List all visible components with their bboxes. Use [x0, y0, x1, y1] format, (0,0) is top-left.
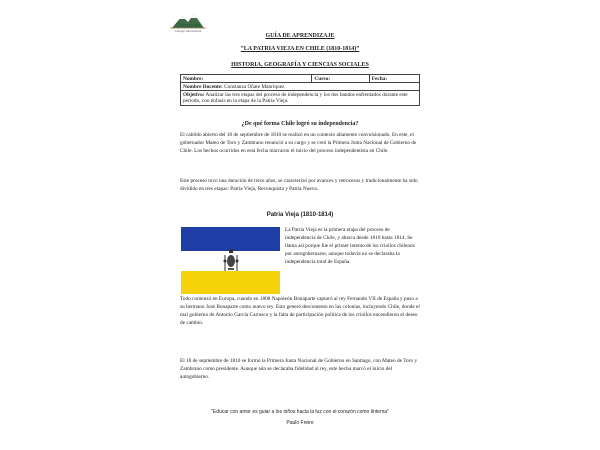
guide-title: GUÍA DE APRENDIZAJE	[265, 33, 335, 39]
logo-name: Chomonte	[175, 23, 201, 29]
footer-quote: “Educar con amor es guiar a los niños hacia la luz con el corazón como linterna”	[211, 409, 389, 415]
guide-subject: HISTORIA, GEOGRAFÍA Y CIENCIAS SOCIALES	[231, 62, 369, 68]
paragraph-4: El 18 de septiembre de 1810 se formó la Primera Junta Nacional de Gobierno en Santiago, con Mateo de Toro y Zambrano como presidente. Aunque aún se declaraba fidelidad al rey, este hecho marcó el inicio del autogobierno.	[180, 358, 418, 381]
coat-of-arms-icon	[221, 247, 241, 273]
nombre-cell: Nombre:	[181, 75, 312, 83]
objetivo-label: Objetivo:	[183, 91, 205, 98]
table-row	[181, 91, 420, 105]
info-table	[180, 74, 420, 106]
table-row	[181, 75, 420, 83]
paragraph-1: El cabildo abierto del 18 de septiembre de 1810 se realizó en un contexto altamente convulsionado. En este, el gobernador Mateo de Toro y Zambrano renunció a su cargo y se creó la Primera Junta Nacional de Gobierno de Chile. Los hechos ocurridos en esta fecha marcaron el inicio del proceso independentista en Chile.	[180, 132, 417, 155]
section-question: ¿De qué forma Chile logró su independencia?	[241, 121, 359, 127]
footer-author: Paulo Freire	[286, 420, 314, 426]
objetivo-value: Analizar las tres etapas del proceso de independencia y los dos bandos enfrentados durante este periodo, con énfasis en la etapa de la Patria Vieja.	[183, 91, 408, 104]
paragraph-2: Este proceso tuvo una duración de trece años, se caracterizó por avances y retrocesos y tradicionalmente ha sido dividido en tres etapas: Patria Vieja, Reconquista y Patria Nueva.	[180, 178, 418, 193]
fecha-cell: Fecha:	[369, 75, 419, 83]
docente-value: Constanza Oñate Manríquez	[224, 83, 285, 90]
docente-cell	[181, 83, 420, 91]
guide-topic: “LA PATRIA VIEJA EN CHILE (1810-1814)”	[240, 46, 360, 52]
section-title: Patria Vieja (1810-1814)	[266, 212, 334, 218]
docente-label: Nombre Docente:	[183, 83, 223, 90]
logo-subtitle: Colegio Santa Rosa	[174, 29, 202, 33]
objetivo-cell	[181, 91, 420, 105]
flag-yellow-band	[181, 271, 280, 294]
paragraph-3: Todo comenzó en Europa, cuando en 1808 Napoleón Bonaparte capturó al rey Fernando VII de España y puso a su hermano José Bonaparte como nuevo rey. Esto generó descontento en las colonias, incluyendo Chile, donde el mal gobierno de Antonio García Carrasco y la falta de participación política de los criollos encendieron el deseo de cambio.	[180, 296, 420, 327]
flag-paragraph: La Patria Vieja es la primera etapa del proceso de independencia de Chile, y abarca desde 1810 hasta 1814. Se llama así porque fue el primer intento de los criollos chilenos por autogobernarse, aunque todavía no se declaraba la independencia total de España.	[285, 227, 415, 266]
curso-cell: Curso:	[312, 75, 369, 83]
patria-vieja-flag	[181, 227, 280, 294]
table-row	[181, 83, 420, 91]
